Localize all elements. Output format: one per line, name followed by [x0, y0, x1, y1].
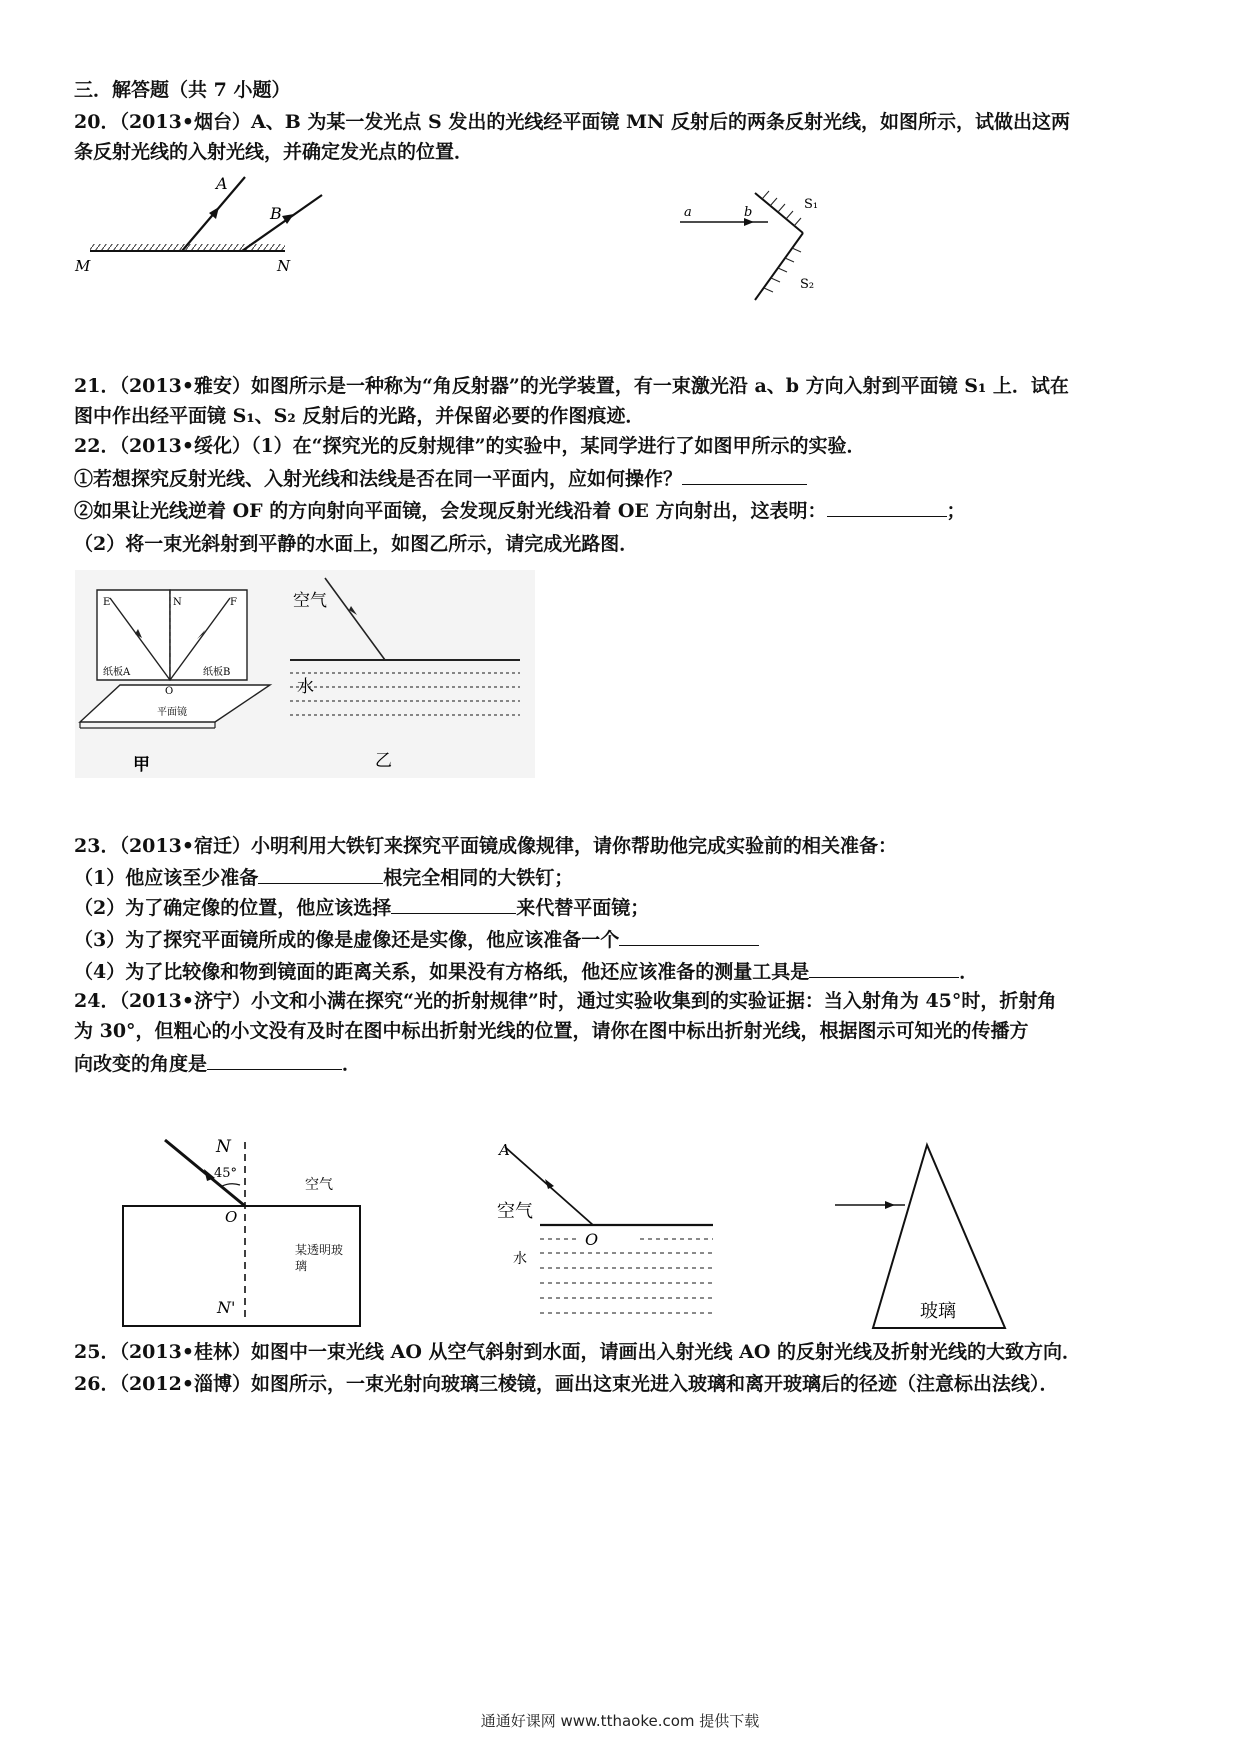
q20-label-a: A — [216, 174, 228, 193]
q21-line-2: 图中作出经平面镜 S₁、S₂ 反射后的光路，并保留必要的作图痕迹． — [74, 405, 645, 427]
q24-label-glass: 某透明玻璃 — [295, 1243, 344, 1273]
q26-label-glass: 玻璃 — [920, 1301, 956, 1322]
q22-label-mirror: 平面镜 — [157, 707, 187, 718]
q23-answer-blank-1[interactable] — [258, 863, 383, 884]
q22-label-air: 空气 — [293, 591, 327, 611]
q25-label-air: 空气 — [497, 1201, 533, 1222]
q24-label-o: O — [225, 1208, 238, 1226]
q21-label-b: b — [744, 205, 753, 220]
q26-figure — [835, 1135, 1015, 1335]
q23-line-2 — [74, 863, 1174, 892]
q22-line-3 — [74, 496, 1174, 525]
q26-incident-arrow — [885, 1201, 895, 1209]
q22-answer-blank-1[interactable] — [682, 464, 807, 485]
q24-answer-blank[interactable] — [207, 1049, 342, 1070]
page-footer: 通通好课网 www.tthaoke.com 提供下载 — [480, 1712, 760, 1730]
q22-label-water: 水 — [297, 677, 314, 697]
q24-label-air: 空气 — [305, 1177, 333, 1193]
q23-line-4 — [74, 925, 1174, 954]
q25-line-1: 25．（2013•桂林）如图中一束光线 AO 从空气斜射到水面，请画出入射光线 AO 的反射光线及折射光线的大致方向． — [74, 1341, 1082, 1363]
q25-label-o: O — [585, 1230, 599, 1249]
q23-line-4-pre: （3）为了探究平面镜所成的像是虚像还是实像，他应该准备一个 — [74, 929, 620, 951]
q21-label-a: a — [684, 205, 692, 220]
q22-label-board-b: 纸板B — [203, 667, 231, 678]
q21-mirror-s2 — [755, 233, 803, 300]
q25-figure — [495, 1135, 715, 1335]
q23-answer-blank-4[interactable] — [809, 957, 959, 978]
q20-label-n: N — [277, 257, 291, 275]
q22-caption-yi: 乙 — [375, 751, 392, 771]
q21-hatch-s2 — [764, 248, 801, 292]
q23-line-3-post: 来代替平面镜； — [516, 897, 650, 919]
q22-line-3-end: ； — [946, 500, 966, 522]
q20-figure — [75, 174, 330, 305]
q23-line-5-post: ． — [959, 961, 979, 983]
q24-line-1: 24．（2013•济宁）小文和小满在探究“光的折射规律”时，通过实验收集到的实验证据：当入射角为 45°时，折射角 — [74, 990, 1057, 1012]
q22-label-f: F — [230, 597, 237, 608]
q24-label-n-prime: N' — [217, 1298, 236, 1317]
q24-label-n: N — [216, 1137, 231, 1157]
q25-label-water: 水 — [513, 1251, 527, 1267]
q21-figure — [670, 190, 840, 310]
q24-label-angle: 45° — [214, 1166, 238, 1181]
q23-answer-blank-3[interactable] — [619, 925, 759, 946]
q24-line-2: 为 30°，但粗心的小文没有及时在图中标出折射光线的位置，请你在图中标出折射光线，根据图示可知光的传播方 — [74, 1020, 1029, 1042]
q23-line-2-pre: （1）他应该至少准备 — [74, 867, 259, 889]
q20-label-b: B — [270, 204, 282, 223]
q24-figure — [115, 1130, 375, 1330]
q20-ray-b — [242, 195, 322, 251]
q21-label-s2: S₂ — [800, 277, 815, 292]
q24-angle-arc — [222, 1184, 240, 1186]
q22-label-o: O — [165, 686, 174, 697]
q23-line-2-post: 根完全相同的大铁钉； — [383, 867, 574, 889]
q22-label-board-a: 纸板A — [103, 667, 131, 678]
q21-line-1: 21．（2013•雅安）如图所示是一种称为“角反射器”的光学装置，有一束激光沿 a、b 方向入射到平面镜 S₁ 上．试在 — [74, 375, 1069, 397]
q25-water-lines — [540, 1239, 713, 1313]
q20-label-m: M — [75, 257, 91, 275]
q22-line-2 — [74, 464, 1174, 493]
q24-line-3 — [74, 1049, 1174, 1078]
q23-line-1: 23．（2013•宿迁）小明利用大铁钉来探究平面镜成像规律，请你帮助他完成实验前的相关准备： — [74, 835, 897, 857]
q23-line-5 — [74, 957, 1174, 986]
q21-hatch-s1 — [762, 191, 801, 226]
q26-line-1: 26．（2012•淄博）如图所示，一束光射向玻璃三棱镜，画出这束光进入玻璃和离开玻璃后的径迹（注意标出法线）． — [74, 1373, 1059, 1395]
q22-caption-jia: 甲 — [133, 755, 150, 775]
section-heading: 三．解答题（共 7 小题） — [74, 79, 291, 101]
q20-line-1: 20．（2013•烟台）A、B 为某一发光点 S 发出的光线经平面镜 MN 反射后的两条反射光线，如图所示，试做出这两 — [74, 111, 1070, 133]
q23-line-5-pre: （4）为了比较像和物到镜面的距离关系，如果没有方格纸，他还应该准备的测量工具是 — [74, 961, 810, 983]
q23-line-3-pre: （2）为了确定像的位置，他应该选择 — [74, 897, 392, 919]
q22-answer-blank-2[interactable] — [827, 496, 947, 517]
q22-line-4: （2）将一束光斜射到平静的水面上，如图乙所示，请完成光路图． — [74, 533, 639, 555]
q22-label-n: N — [173, 597, 182, 608]
q24-label-glass-wrap — [295, 1242, 347, 1286]
q23-answer-blank-2[interactable] — [391, 893, 516, 914]
q24-line-3-pre: 向改变的角度是 — [74, 1053, 208, 1075]
q22-figure — [75, 570, 535, 778]
q22-line-3-text: ②如果让光线逆着 OF 的方向射向平面镜，会发现反射光线沿着 OE 方向射出，这表明： — [74, 500, 827, 522]
q23-line-3 — [74, 893, 1174, 922]
q22-line-2-text: ①若想探究反射光线、入射光线和法线是否在同一平面内，应如何操作？ — [74, 468, 683, 490]
q22-label-e: E — [103, 597, 111, 608]
q24-line-3-post: ． — [342, 1053, 362, 1075]
q21-label-s1: S₁ — [804, 197, 819, 212]
q25-label-a: A — [499, 1141, 510, 1159]
q22-line-1: 22．（2013•绥化）（1）在“探究光的反射规律”的实验中，某同学进行了如图甲所示的实验． — [74, 435, 866, 457]
q20-line-2: 条反射光线的入射光线，并确定发光点的位置． — [74, 141, 474, 163]
